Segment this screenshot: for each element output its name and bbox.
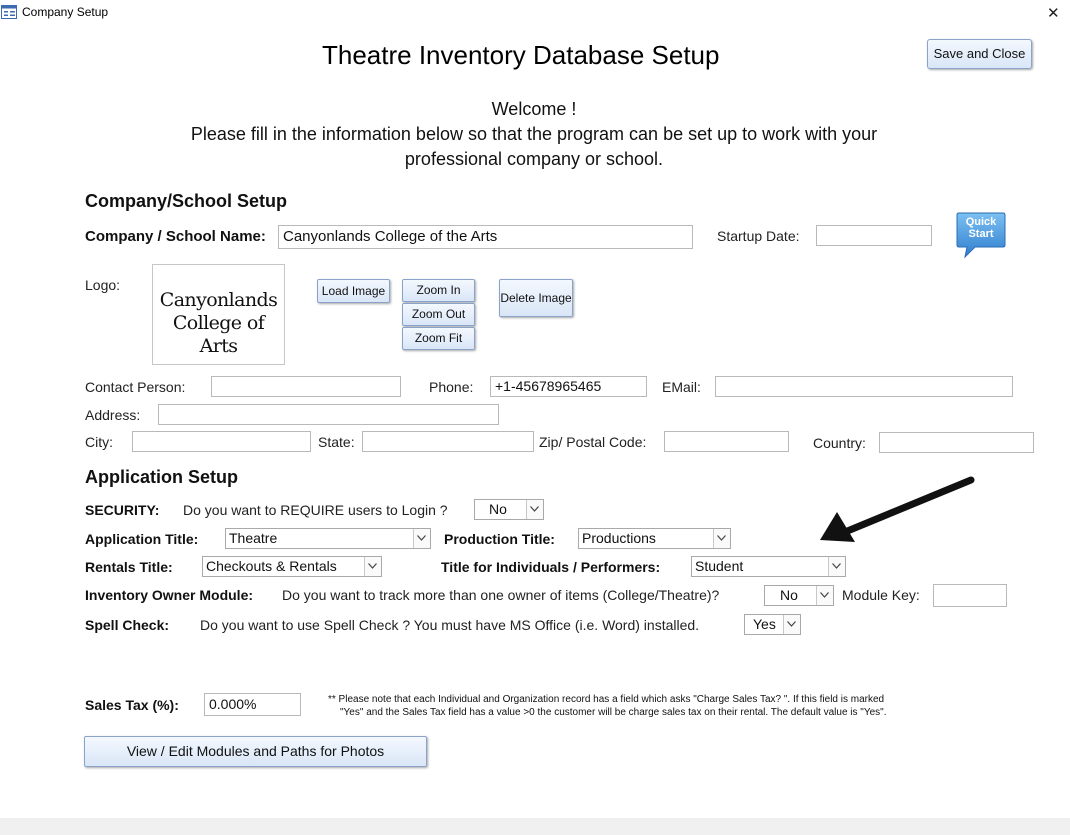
security-question: Do you want to REQUIRE users to Login ? xyxy=(183,502,448,518)
chevron-down-icon[interactable] xyxy=(526,500,543,519)
chevron-down-icon[interactable] xyxy=(413,529,430,548)
owner-module-label: Inventory Owner Module: xyxy=(85,587,254,603)
rentals-title-select[interactable] xyxy=(202,556,382,577)
chevron-down-icon[interactable] xyxy=(364,557,381,576)
security-select[interactable] xyxy=(474,499,544,520)
quick-start-button[interactable] xyxy=(955,211,1007,259)
logo-label: Logo: xyxy=(85,277,121,293)
chevron-down-icon[interactable] xyxy=(816,586,833,605)
phone-input[interactable]: +1-45678965465 xyxy=(490,376,647,397)
owner-module-select[interactable] xyxy=(764,585,834,606)
zoom-in-button[interactable]: Zoom In xyxy=(402,279,475,302)
security-select-value: No xyxy=(489,501,507,517)
application-title-label: Application Title: xyxy=(85,531,199,547)
view-edit-modules-button[interactable]: View / Edit Modules and Paths for Photos xyxy=(84,736,427,767)
arrow-annotation xyxy=(815,472,980,547)
state-input[interactable] xyxy=(362,431,534,452)
sales-tax-input[interactable]: 0.000% xyxy=(204,693,301,716)
production-title-select[interactable] xyxy=(578,528,731,549)
rentals-title-value: Checkouts & Rentals xyxy=(206,558,337,574)
production-title-value: Productions xyxy=(582,530,656,546)
quick-start-label: Quick Start xyxy=(965,216,997,240)
contact-person-label: Contact Person: xyxy=(85,379,186,395)
zip-input[interactable] xyxy=(664,431,789,452)
application-section-title: Application Setup xyxy=(85,467,238,487)
owner-module-question: Do you want to track more than one owner of items (College/Theatre)? xyxy=(282,587,720,603)
state-label: State: xyxy=(318,434,355,450)
company-name-input[interactable]: Canyonlands College of the Arts xyxy=(278,225,693,249)
window-title: Company Setup xyxy=(22,5,109,19)
spell-check-label: Spell Check: xyxy=(85,617,170,633)
startup-date-label: Startup Date: xyxy=(717,228,800,244)
individuals-title-select[interactable] xyxy=(691,556,846,577)
chevron-down-icon[interactable] xyxy=(783,615,800,634)
rentals-title-label: Rentals Title: xyxy=(85,559,173,575)
phone-label: Phone: xyxy=(429,379,474,395)
form-icon xyxy=(1,5,17,19)
load-image-button[interactable]: Load Image xyxy=(317,279,390,303)
address-label: Address: xyxy=(85,407,141,423)
welcome-message xyxy=(80,97,988,172)
form-footer xyxy=(0,818,1070,835)
country-label: Country: xyxy=(813,435,866,451)
spell-check-value: Yes xyxy=(753,616,776,632)
email-label: EMail: xyxy=(662,379,701,395)
sales-tax-label: Sales Tax (%): xyxy=(85,697,179,713)
module-key-label: Module Key: xyxy=(842,587,920,603)
delete-image-button[interactable]: Delete Image xyxy=(499,279,573,317)
window-close-button[interactable]: ✕ xyxy=(1047,5,1060,22)
module-key-input[interactable] xyxy=(933,584,1007,607)
welcome-line-1: Welcome ! xyxy=(491,99,577,119)
save-and-close-button[interactable]: Save and Close xyxy=(927,39,1032,69)
company-section-title: Company/School Setup xyxy=(85,191,288,211)
logo-image-frame xyxy=(152,264,285,365)
production-title-label: Production Title: xyxy=(444,531,555,547)
zoom-fit-button[interactable]: Zoom Fit xyxy=(402,327,475,350)
city-label: City: xyxy=(85,434,113,450)
spell-check-question: Do you want to use Spell Check ? You must have MS Office (i.e. Word) installed. xyxy=(200,617,700,633)
chevron-down-icon[interactable] xyxy=(713,529,730,548)
city-input[interactable] xyxy=(132,431,311,452)
zip-label: Zip/ Postal Code: xyxy=(539,434,647,450)
logo-image: Canyonlands College of Arts xyxy=(159,289,278,357)
zoom-out-button[interactable]: Zoom Out xyxy=(402,303,475,326)
startup-date-input[interactable] xyxy=(816,225,932,246)
welcome-line-3: professional company or school. xyxy=(404,149,664,169)
spell-check-select[interactable] xyxy=(744,614,801,635)
chevron-down-icon[interactable] xyxy=(828,557,845,576)
email-input[interactable] xyxy=(715,376,1013,397)
individuals-title-label: Title for Individuals / Performers: xyxy=(441,559,661,575)
company-name-label: Company / School Name: xyxy=(85,228,266,245)
owner-module-value: No xyxy=(780,587,798,603)
page-title: Theatre Inventory Database Setup xyxy=(322,40,720,70)
country-input[interactable] xyxy=(879,432,1034,453)
individuals-title-value: Student xyxy=(695,558,744,574)
address-input[interactable] xyxy=(158,404,499,425)
application-title-select[interactable] xyxy=(225,528,431,549)
contact-person-input[interactable] xyxy=(211,376,401,397)
sales-tax-note: ** Please note that each Individual and Organization record has a field which asks "Charge Sales Tax? ". If this field is marked "Yes" and the Sales Tax field has a value >0 the customer will be charge sales tax on their rental. The default value is "Yes". xyxy=(328,694,887,718)
security-label: SECURITY: xyxy=(85,502,160,518)
window-titlebar xyxy=(0,0,1070,26)
application-title-value: Theatre xyxy=(229,530,278,546)
welcome-line-2: Please fill in the information below so that the program can be set up to work with your xyxy=(190,124,878,144)
